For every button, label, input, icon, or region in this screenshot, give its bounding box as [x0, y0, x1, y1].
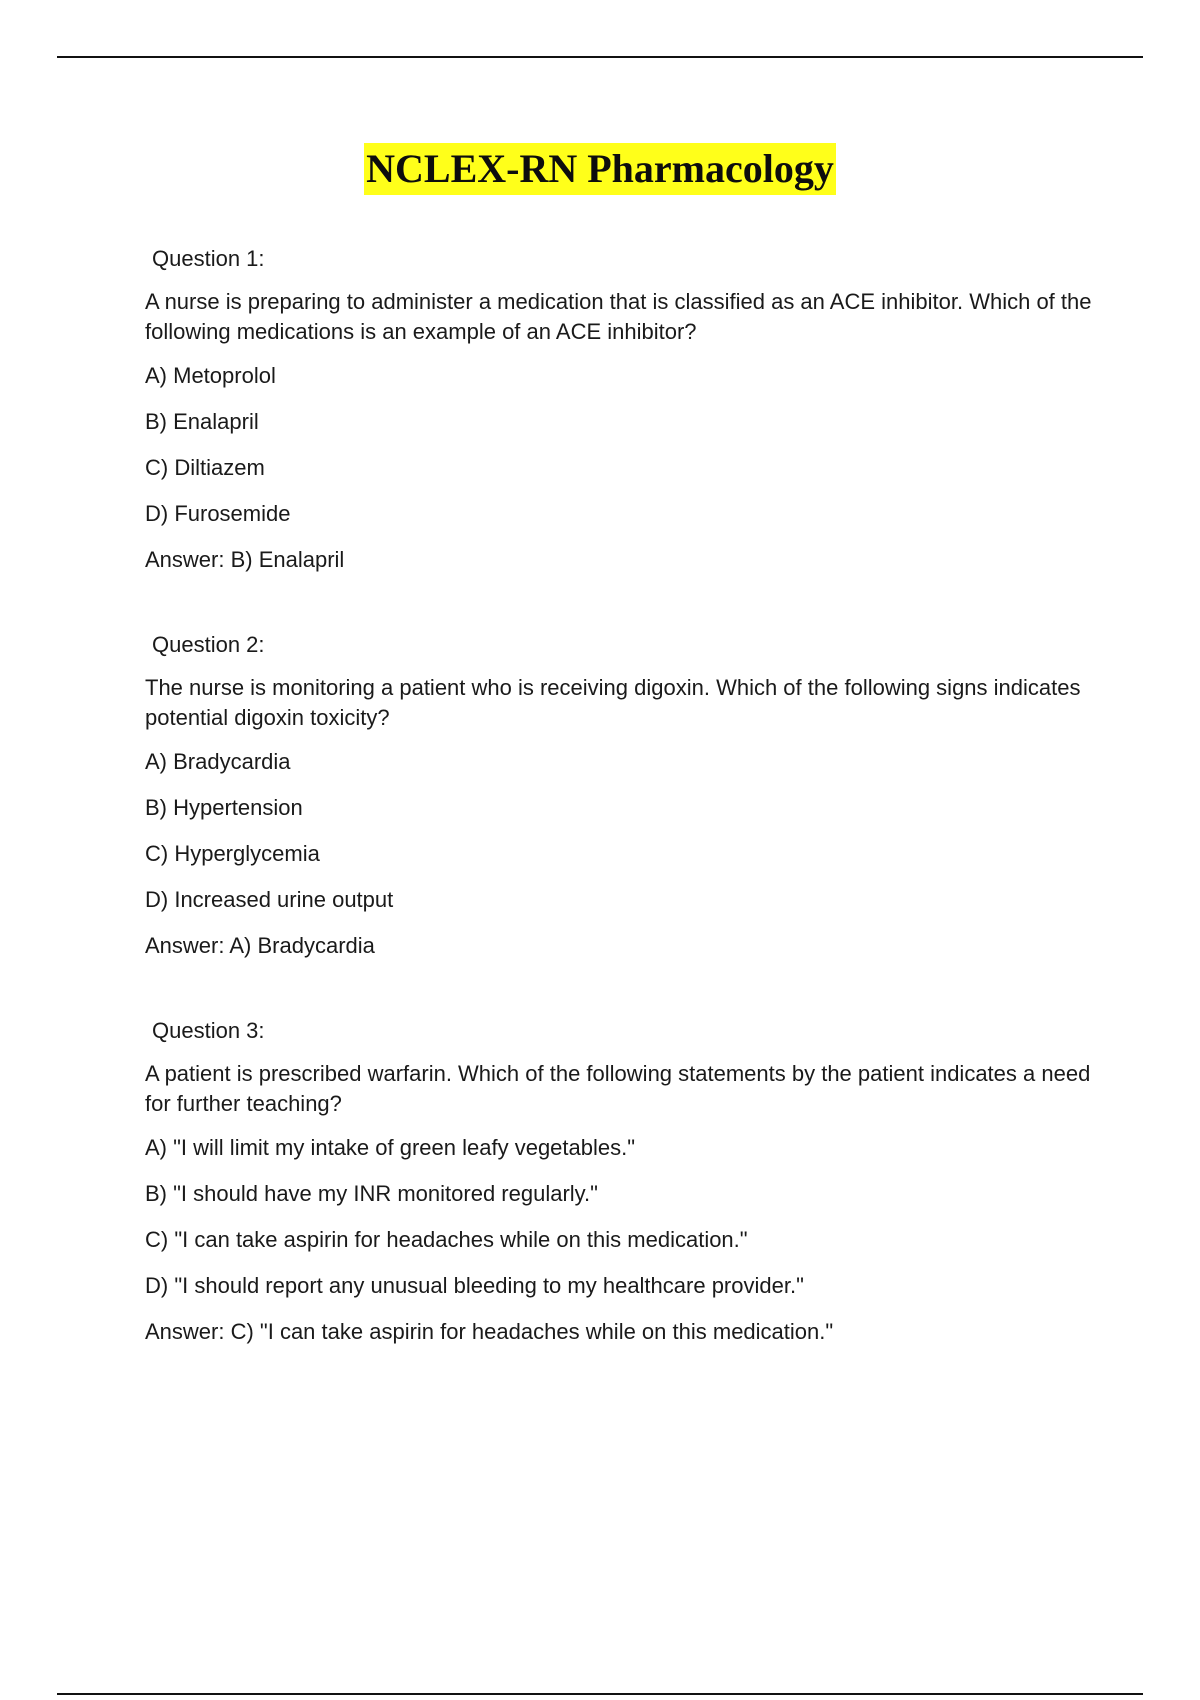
- question-block-2: [145, 629, 1105, 962]
- title-container: [0, 143, 1200, 195]
- question-text: The nurse is monitoring a patient who is receiving digoxin. Which of the following signs indicates potential digoxin toxicity?: [145, 675, 1081, 730]
- bottom-rule: [57, 1693, 1143, 1695]
- top-rule: [57, 56, 1143, 58]
- answer-option-b: B) Enalapril: [145, 409, 259, 434]
- answer-option-d: D) Furosemide: [145, 501, 291, 526]
- answer-option-a: A) "I will limit my intake of green leafy vegetables.": [145, 1135, 636, 1160]
- answer-option-c: C) Hyperglycemia: [145, 841, 320, 866]
- question-spacer: [145, 962, 1105, 1015]
- question-list: [145, 243, 1105, 1348]
- question-block-3: [145, 1015, 1105, 1348]
- correct-answer: Answer: C) "I can take aspirin for headaches while on this medication.": [145, 1319, 834, 1344]
- answer-option-c: C) Diltiazem: [145, 455, 265, 480]
- answer-option-b: B) "I should have my INR monitored regularly.": [145, 1181, 598, 1206]
- question-heading: Question 1:: [152, 246, 265, 271]
- answer-option-d: D) Increased urine output: [145, 887, 394, 912]
- answer-option-a: A) Bradycardia: [145, 749, 291, 774]
- question-text: A nurse is preparing to administer a medication that is classified as an ACE inhibitor. Which of the following medications is an example of an ACE inhibitor?: [145, 289, 1092, 344]
- answer-option-a: A) Metoprolol: [145, 363, 276, 388]
- answer-option-d: D) "I should report any unusual bleeding to my healthcare provider.": [145, 1273, 804, 1298]
- answer-option-c: C) "I can take aspirin for headaches while on this medication.": [145, 1227, 748, 1252]
- question-spacer: [145, 576, 1105, 629]
- question-block-1: [145, 243, 1105, 576]
- question-heading: Question 2:: [152, 632, 265, 657]
- correct-answer: Answer: A) Bradycardia: [145, 933, 375, 958]
- question-heading: Question 3:: [152, 1018, 265, 1043]
- page-title: NCLEX-RN Pharmacology: [364, 143, 836, 195]
- answer-option-b: B) Hypertension: [145, 795, 303, 820]
- question-text: A patient is prescribed warfarin. Which of the following statements by the patient indicates a need for further teaching?: [145, 1061, 1091, 1116]
- correct-answer: Answer: B) Enalapril: [145, 547, 345, 572]
